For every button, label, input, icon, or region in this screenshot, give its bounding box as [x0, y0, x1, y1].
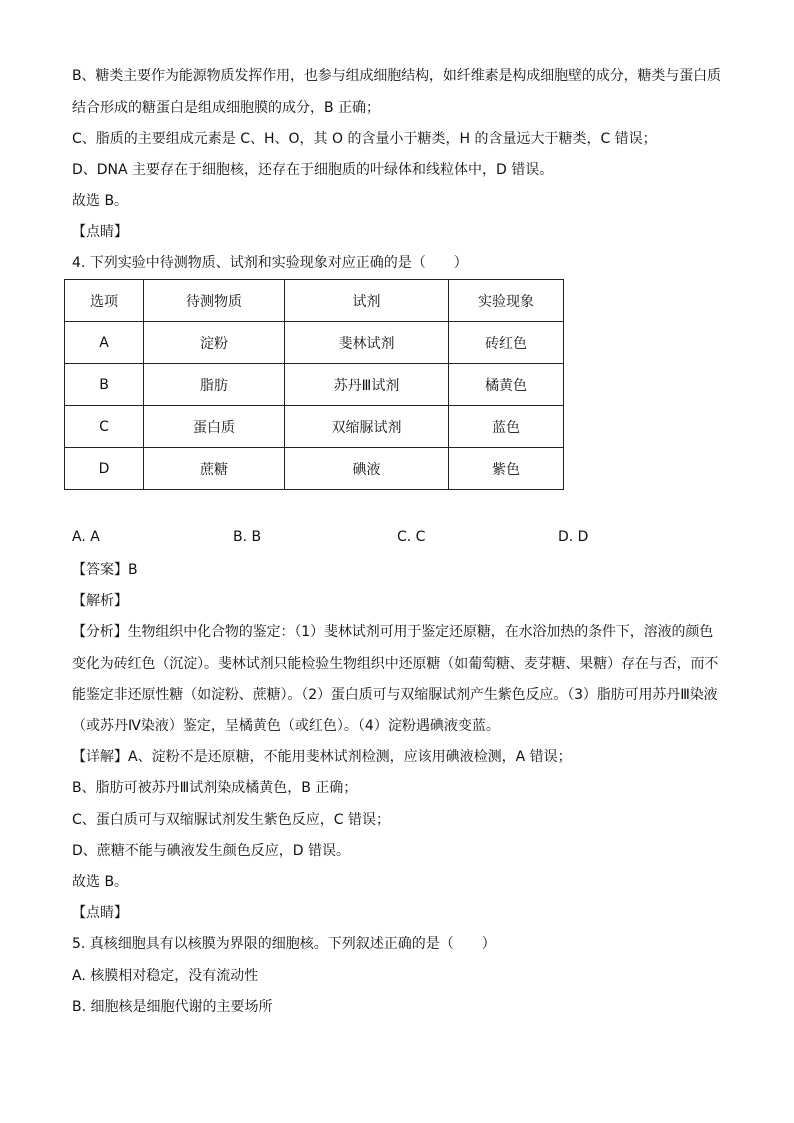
option-b: B. B: [233, 529, 262, 545]
detail-line: C、蛋白质可与双缩脲试剂发生紫色反应，C 错误；: [72, 812, 390, 828]
table-cell: 紫色: [449, 448, 564, 490]
table-cell: B: [65, 364, 144, 406]
conclusion-line: 故选 B。: [72, 193, 129, 209]
table-cell: 脂肪: [144, 364, 285, 406]
table-cell: D: [65, 448, 144, 490]
option-line: A. 核膜相对稳定，没有流动性: [72, 968, 259, 984]
table-cell: 碘液: [285, 448, 449, 490]
table-row: [65, 322, 564, 364]
option-c: C. C: [397, 529, 426, 545]
explanation-line: B、糖类主要作为能源物质发挥作用，也参与组成细胞结构，如纤维素是构成细胞壁的成分，糖类与蛋白质: [72, 68, 721, 84]
analysis-line: （或苏丹Ⅳ染液）鉴定，呈橘黄色（或红色）。（4）淀粉遇碘液变蓝。: [72, 718, 500, 734]
section-heading: 【解析】: [72, 593, 128, 609]
answer-line: 【答案】B: [72, 562, 138, 578]
conclusion-line: 故选 B。: [72, 874, 129, 890]
table-cell: 蛋白质: [144, 406, 285, 448]
table-header-cell: 实验现象: [449, 280, 564, 322]
table-cell: 苏丹Ⅲ试剂: [285, 364, 449, 406]
table-header-cell: 试剂: [285, 280, 449, 322]
table-row: [65, 364, 564, 406]
detail-line: D、蔗糖不能与碘液发生颜色反应，D 错误。: [72, 843, 351, 859]
detail-line: 【详解】A、淀粉不是还原糖，不能用斐林试剂检测，应该用碘液检测，A 错误；: [72, 749, 572, 765]
analysis-line: 变化为砖红色（沉淀）。斐林试剂只能检验生物组织中还原糖（如葡萄糖、麦芽糖、果糖）存在与否，而不: [72, 656, 719, 672]
option-d: D. D: [558, 529, 589, 545]
table-cell: 双缩脲试剂: [285, 406, 449, 448]
section-heading: 【点睛】: [72, 905, 128, 921]
question-title: 5. 真核细胞具有以核膜为界限的细胞核。下列叙述正确的是（ ）: [72, 936, 496, 952]
analysis-line: 【分析】生物组织中化合物的鉴定：（1）斐林试剂可用于鉴定还原糖，在水浴加热的条件下，溶液的颜色: [72, 624, 714, 640]
table-header-cell: 待测物质: [144, 280, 285, 322]
table-cell: 蓝色: [449, 406, 564, 448]
option-a: A. A: [72, 529, 100, 545]
table-cell: 蔗糖: [144, 448, 285, 490]
table-cell: 橘黄色: [449, 364, 564, 406]
table-cell: C: [65, 406, 144, 448]
section-heading: 【点睛】: [72, 224, 128, 240]
table-cell: 斐林试剂: [285, 322, 449, 364]
analysis-line: 能鉴定非还原性糖（如淀粉、蔗糖）。（2）蛋白质可与双缩脲试剂产生紫色反应。（3）脂肪可用苏丹Ⅲ染液: [72, 687, 718, 703]
table-header-cell: 选项: [65, 280, 144, 322]
explanation-line: C、脂质的主要组成元素是 C、H、O，其 O 的含量小于糖类，H 的含量远大于糖类，C 错误；: [72, 131, 657, 147]
table-row: [65, 448, 564, 490]
table-cell: 砖红色: [449, 322, 564, 364]
option-line: B. 细胞核是细胞代谢的主要场所: [72, 999, 273, 1015]
table-cell: A: [65, 322, 144, 364]
detail-line: B、脂肪可被苏丹Ⅲ试剂染成橘黄色，B 正确；: [72, 780, 358, 796]
explanation-line: D、DNA 主要存在于细胞核，还存在于细胞质的叶绿体和线粒体中，D 错误。: [72, 162, 554, 178]
table-row: [65, 406, 564, 448]
table-cell: 淀粉: [144, 322, 285, 364]
answer-options: [72, 529, 732, 549]
experiment-table: [64, 279, 564, 490]
question-title: 4. 下列实验中待测物质、试剂和实验现象对应正确的是（ ）: [72, 255, 468, 271]
table-header-row: [65, 280, 564, 322]
explanation-line: 结合形成的糖蛋白是组成细胞膜的成分，B 正确；: [72, 100, 381, 116]
